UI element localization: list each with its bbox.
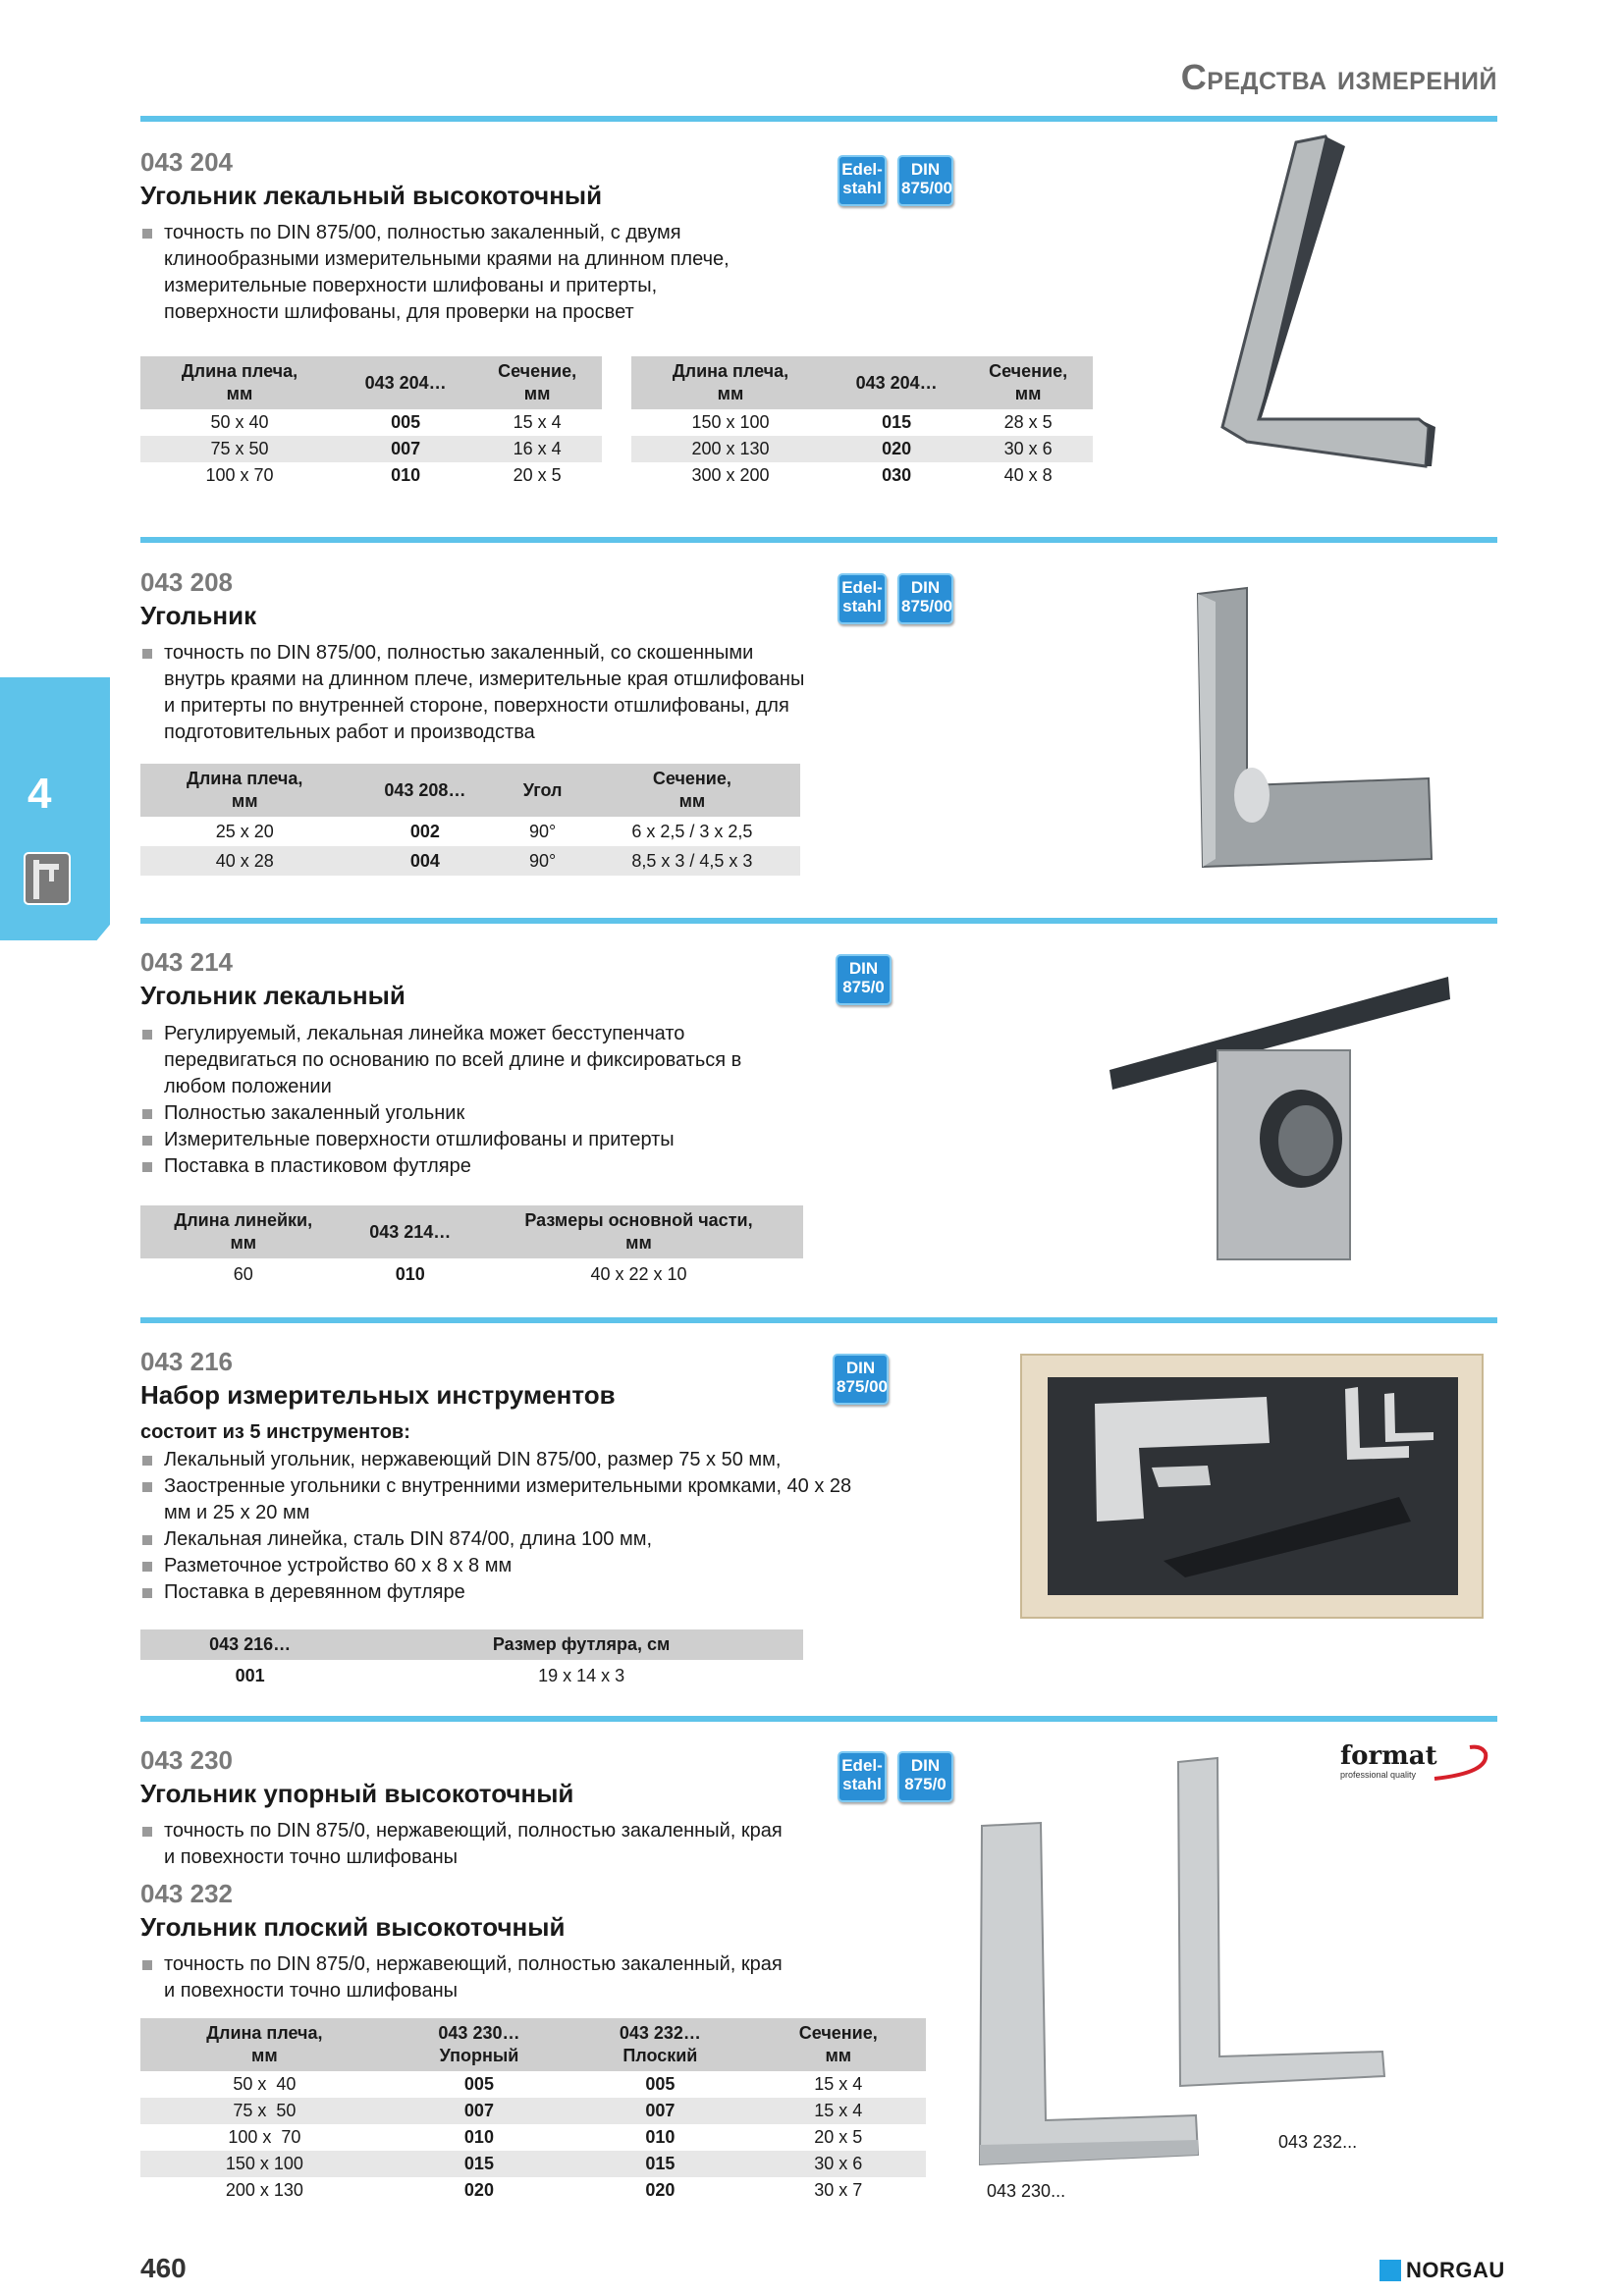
din-badge: DIN 875/0 (897, 1751, 953, 1802)
table-row: 150 x 100 015 28 x 5 (691, 412, 1053, 432)
edelstahl-badge: Edel- stahl (838, 155, 887, 206)
product-code: 043 230 (140, 1745, 233, 1775)
column-header: Сечение, мм (472, 356, 602, 409)
column-header: Сечение, мм (963, 356, 1093, 409)
feature-item: точность по DIN 875/00, полностью закаленный, с двумя клинообразными измерительными краями на длинном плече, измерительные поверхности шлифованы и притерты, поверхности шлифованы, для проверки на просвет (140, 220, 769, 326)
table-row: 300 x 200 030 40 x 8 (691, 465, 1053, 485)
feature-item: Лекальный угольник, нержавеющий DIN 875/00, размер 75 x 50 мм, (140, 1447, 857, 1473)
square-product-image (1178, 584, 1443, 879)
spec-table (140, 1629, 803, 1691)
column-header: Размеры основной части, мм (474, 1205, 803, 1258)
feature-list (140, 1447, 857, 1606)
table-row: 75 x 50 007 007 15 x 4 (140, 2098, 926, 2124)
feature-item: Лекальная линейка, сталь DIN 874/00, длина 100 мм, (140, 1526, 857, 1553)
column-header: 043 204… (339, 356, 472, 409)
caliper-icon (24, 852, 71, 905)
table-row: 40 x 28 004 90° 8,5 x 3 / 4,5 x 3 (140, 846, 800, 876)
feature-item: Полностью закаленный угольник (140, 1100, 808, 1127)
edelstahl-badge: Edel- stahl (838, 1751, 887, 1802)
section-divider (140, 537, 1497, 543)
section-divider (140, 1317, 1497, 1323)
set-subtitle: состоит из 5 инструментов: (140, 1421, 410, 1443)
din-badge: DIN 875/0 (836, 954, 892, 1005)
column-header: 043 216… (140, 1629, 359, 1660)
product-title: Набор измерительных инструментов (140, 1380, 616, 1410)
column-header: 043 214… (347, 1205, 474, 1258)
table-row: 100 x 70 010 20 x 5 (205, 465, 562, 485)
table-row: 100 x 70 010 010 20 x 5 (228, 2127, 863, 2147)
feature-item: Измерительные поверхности отшлифованы и притерты (140, 1127, 808, 1153)
column-header: Сечение, мм (751, 2018, 926, 2071)
product-title: Угольник (140, 601, 257, 630)
table-row: 50 x 40 005 005 15 x 4 (233, 2074, 863, 2094)
column-header: Длина плеча, мм (140, 764, 349, 817)
adjustable-square-image (1105, 972, 1458, 1276)
table-row: 200 x 130 020 30 x 6 (631, 436, 1093, 462)
feature-item: Заостренные угольники с внутренними измерительными кромками, 40 x 28 мм и 25 x 20 мм (140, 1473, 857, 1526)
table-row: 200 x 130 020 020 30 x 7 (225, 2180, 863, 2200)
image-caption: 043 232... (1278, 2132, 1358, 2152)
table-row: 25 x 20 002 90° 6 x 2,5 / 3 x 2,5 (215, 821, 753, 841)
feature-item: точность по DIN 875/0, нержавеющий, полностью закаленный, края и повехности точно шлифованы (140, 1951, 788, 2004)
feature-item: Регулируемый, лекальная линейка может бесступенчато передвигаться по основанию по всей длине и фиксироваться в любом положении (140, 1021, 808, 1100)
product-code: 043 232 (140, 1879, 233, 1908)
squares-product-image (972, 1752, 1394, 2174)
feature-item: точность по DIN 875/00, полностью закаленный, со скошенными внутрь краями на длинном плече, измерительные края отшлифованы и притерты по внутренней стороне, поверхности отшлифованы, для подготовительных работ и производства (140, 640, 808, 746)
column-header: 043 208… (349, 764, 501, 817)
table-row: 001 19 x 14 x 3 (235, 1665, 625, 1685)
spec-table (140, 1205, 803, 1290)
feature-list (140, 220, 769, 326)
section-divider (140, 116, 1497, 122)
spec-table (631, 356, 1093, 489)
product-title: Угольник упорный высокоточный (140, 1779, 574, 1808)
spec-table (140, 2018, 926, 2204)
column-header: 043 232… Плоский (569, 2018, 750, 2071)
feature-list (140, 1818, 788, 1871)
product-title: Угольник лекальный (140, 981, 406, 1010)
brand-name: NORGAU (1406, 2258, 1505, 2282)
product-code: 043 208 (140, 567, 233, 597)
table-row: 150 x 100 015 015 30 x 6 (140, 2151, 926, 2177)
din-badge: DIN 875/00 (897, 573, 953, 624)
table-row: 60 010 40 x 22 x 10 (233, 1263, 687, 1284)
feature-list (140, 1021, 808, 1180)
column-header: Угол (501, 764, 583, 817)
product-code: 043 216 (140, 1347, 233, 1376)
chapter-number: 4 (27, 770, 52, 818)
product-code: 043 204 (140, 147, 233, 177)
format-logo-text: format (1340, 1741, 1437, 1771)
column-header: Сечение, мм (584, 764, 800, 817)
image-caption: 043 230... (987, 2181, 1066, 2201)
product-title: Угольник плоский высокоточный (140, 1912, 566, 1942)
table-row: 75 x 50 007 16 x 4 (140, 436, 602, 462)
column-header: Размер футляра, см (359, 1629, 803, 1660)
square-product-image (1208, 133, 1443, 520)
feature-item: точность по DIN 875/0, нержавеющий, полностью закаленный, края и повехности точно шлифованы (140, 1818, 788, 1871)
feature-item: Поставка в пластиковом футляре (140, 1153, 808, 1180)
instrument-set-case-image (1016, 1350, 1488, 1625)
feature-list (140, 640, 808, 746)
column-header: 043 230… Упорный (389, 2018, 569, 2071)
column-header: Длина плеча, мм (140, 356, 339, 409)
din-badge: DIN 875/00 (897, 155, 953, 206)
page-header-title: Средства измерений (1180, 57, 1497, 97)
edelstahl-badge: Edel- stahl (838, 573, 887, 624)
section-divider (140, 1716, 1497, 1722)
page-number: 460 (140, 2253, 187, 2283)
din-badge: DIN 875/00 (833, 1354, 889, 1405)
table-row: 50 x 40 005 15 x 4 (210, 412, 562, 432)
column-header: Длина линейки, мм (140, 1205, 347, 1258)
brand-square-icon (1380, 2260, 1401, 2281)
format-logo-sub: professional quality (1340, 1770, 1417, 1780)
spec-table (140, 356, 602, 489)
column-header: 043 204… (830, 356, 963, 409)
feature-list (140, 1951, 788, 2004)
feature-item: Поставка в деревянном футляре (140, 1579, 857, 1606)
column-header: Длина плеча, мм (631, 356, 830, 409)
product-code: 043 214 (140, 947, 233, 977)
product-title: Угольник лекальный высокоточный (140, 181, 603, 210)
section-divider (140, 918, 1497, 924)
spec-table (140, 764, 800, 876)
feature-item: Разметочное устройство 60 x 8 x 8 мм (140, 1553, 857, 1579)
column-header: Длина плеча, мм (140, 2018, 389, 2071)
